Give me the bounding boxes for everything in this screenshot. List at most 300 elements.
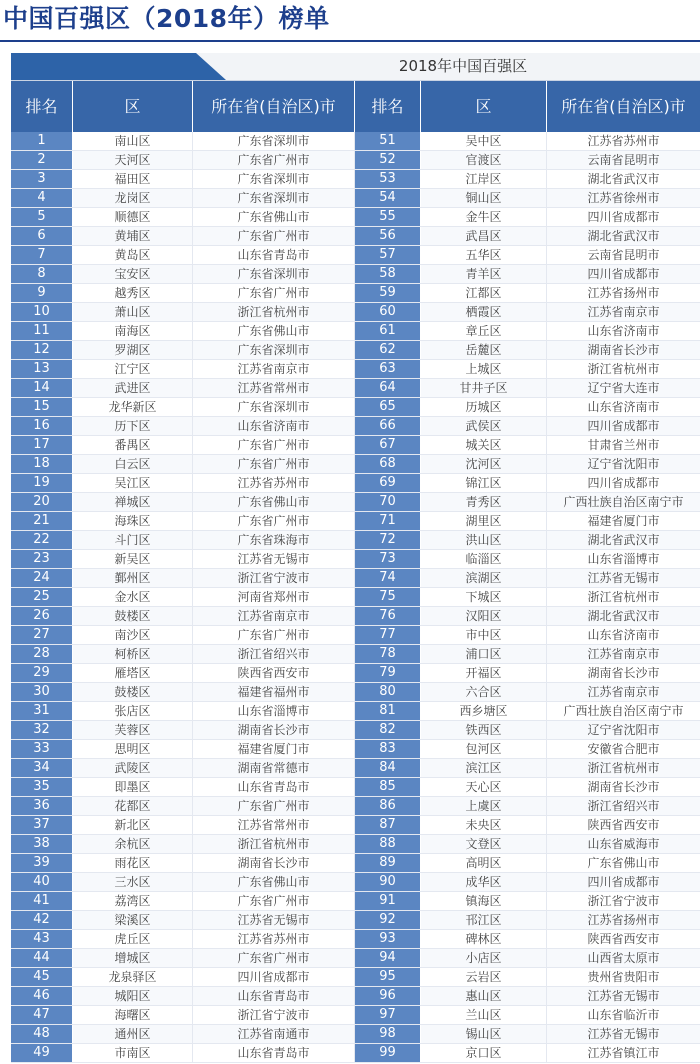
district-cell: 文登区 [421,835,547,853]
rank-cell: 48 [11,1025,73,1043]
district-cell: 宝安区 [73,265,193,283]
table-row [11,949,700,968]
table-row [11,1025,700,1044]
province-cell: 山东省济南市 [587,400,660,414]
district-cell: 六合区 [421,683,547,701]
rank-cell: 23 [11,550,73,568]
rank-cell: 1 [11,132,73,150]
district-cell: 上虞区 [421,797,547,815]
province-cell: 江苏省常州市 [193,816,355,834]
table-row [11,265,700,284]
table-caption: 2018年中国百强区 [398,57,528,75]
district-cell: 吴中区 [421,132,547,150]
district-cell: 铜山区 [421,189,547,207]
district-cell: 新吴区 [73,550,193,568]
province-cell: 广东省深圳市 [193,189,355,207]
table-row [11,246,700,265]
province-cell: 山东省青岛市 [193,246,355,264]
rank-cell: 4 [11,189,73,207]
province-cell: 江苏省徐州市 [547,189,700,207]
table-row [11,550,700,569]
province-cell: 福建省厦门市 [587,514,660,528]
district-cell: 雨花区 [73,854,193,872]
district-cell: 小店区 [421,949,547,967]
rank-cell: 17 [11,436,73,454]
district-cell: 天河区 [73,151,193,169]
province-cell: 四川省成都市 [547,265,700,283]
district-cell: 禅城区 [73,493,193,511]
rank-cell: 51 [355,132,421,150]
province-cell: 广东省佛山市 [193,322,355,340]
province-cell: 江苏省无锡市 [547,1025,700,1043]
rank-cell: 22 [11,531,73,549]
rank-cell: 44 [11,949,73,967]
district-cell: 镇海区 [421,892,547,910]
district-cell: 滨湖区 [421,569,547,587]
district-cell: 临淄区 [421,550,547,568]
district-cell: 洪山区 [421,531,547,549]
rank-cell: 25 [11,588,73,606]
province-cell: 山东省淄博市 [193,702,355,720]
district-cell: 三水区 [73,873,193,891]
province-cell: 广东省广州市 [193,949,355,967]
rank-cell: 10 [11,303,73,321]
province-cell: 江苏省无锡市 [193,911,355,929]
rank-cell: 34 [11,759,73,777]
rank-cell: 69 [355,474,421,492]
table-row [11,493,700,512]
province-cell: 四川省成都市 [547,873,700,891]
table-row [11,702,700,721]
province-cell: 山东省临沂市 [587,1008,660,1022]
province-cell: 四川省成都市 [587,476,660,490]
table-row [11,626,700,645]
page-title: 中国百强区（2018年）榜单 [3,4,330,33]
district-cell: 龙华新区 [73,398,193,416]
rank-cell: 84 [355,759,421,777]
rank-cell: 60 [355,303,421,321]
rank-cell: 63 [355,360,421,378]
province-cell: 浙江省杭州市 [587,590,660,604]
rank-cell: 8 [11,265,73,283]
table-row [11,664,700,683]
header-rank: 排名 [11,81,73,132]
province-cell: 江苏省南京市 [193,360,355,378]
province-cell: 江苏省扬州市 [587,286,660,300]
rank-cell: 15 [11,398,73,416]
district-cell: 成华区 [421,873,547,891]
table-row [11,987,700,1006]
rank-cell: 28 [11,645,73,663]
rank-cell: 21 [11,512,73,530]
rank-cell: 62 [355,341,421,359]
province-cell: 浙江省杭州市 [547,759,700,777]
province-cell: 江苏省常州市 [193,379,355,397]
district-cell: 兰山区 [421,1006,547,1024]
rank-cell: 64 [355,379,421,397]
province-cell: 湖南省长沙市 [587,666,660,680]
district-cell: 荔湾区 [73,892,193,910]
rank-cell: 9 [11,284,73,302]
rank-cell: 55 [355,208,421,226]
province-cell: 湖北省武汉市 [547,227,700,245]
rank-cell: 90 [355,873,421,891]
table-row [11,436,700,455]
district-cell: 鼓楼区 [73,683,193,701]
rank-cell: 97 [355,1006,421,1024]
header-district: 区 [73,81,193,132]
province-cell: 浙江省杭州市 [193,835,355,853]
rank-cell: 82 [355,721,421,739]
district-cell: 福田区 [73,170,193,188]
district-cell: 上城区 [421,360,547,378]
table-row [11,379,700,398]
district-cell: 南山区 [73,132,193,150]
rank-cell: 35 [11,778,73,796]
district-cell: 江宁区 [73,360,193,378]
rank-cell: 76 [355,607,421,625]
province-cell: 四川省成都市 [587,210,660,224]
district-cell: 即墨区 [73,778,193,796]
table-row [11,474,700,493]
rank-cell: 14 [11,379,73,397]
province-cell: 甘肃省兰州市 [587,438,660,452]
district-cell: 思明区 [73,740,193,758]
district-cell: 栖霞区 [421,303,547,321]
table-row [11,683,700,702]
district-cell: 市中区 [421,626,547,644]
header-province: 所在省(自治区)市 [193,81,355,132]
rank-cell: 61 [355,322,421,340]
table-row [11,189,700,208]
table-row [11,360,700,379]
district-cell: 金水区 [73,588,193,606]
table-row [11,816,700,835]
rank-cell: 92 [355,911,421,929]
province-cell: 浙江省宁波市 [193,1006,355,1024]
rank-cell: 33 [11,740,73,758]
province-cell: 广东省珠海市 [193,531,355,549]
rank-cell: 29 [11,664,73,682]
rank-cell: 31 [11,702,73,720]
district-cell: 斗门区 [73,531,193,549]
province-cell: 山东省青岛市 [193,1044,355,1062]
district-cell: 花都区 [73,797,193,815]
district-cell: 南海区 [73,322,193,340]
rank-cell: 19 [11,474,73,492]
province-cell: 浙江省杭州市 [587,362,660,376]
rank-cell: 37 [11,816,73,834]
province-cell: 江苏省苏州市 [587,134,660,148]
province-cell: 山东省青岛市 [193,778,355,796]
rank-cell: 75 [355,588,421,606]
province-cell: 江苏省南京市 [547,683,700,701]
table-row [11,417,700,436]
table-row [11,512,700,531]
table-row [11,645,700,664]
rank-cell: 24 [11,569,73,587]
district-cell: 芙蓉区 [73,721,193,739]
rank-cell: 98 [355,1025,421,1043]
table-row [11,797,700,816]
rank-cell: 20 [11,493,73,511]
province-cell: 湖北省武汉市 [547,531,700,549]
rank-cell: 95 [355,968,421,986]
table-row [11,284,700,303]
district-cell: 市南区 [73,1044,193,1062]
rank-cell: 96 [355,987,421,1005]
rank-cell: 3 [11,170,73,188]
district-cell: 龙岗区 [73,189,193,207]
district-cell: 萧山区 [73,303,193,321]
province-cell: 山东省济南市 [587,628,660,642]
province-cell: 广东省广州市 [193,512,355,530]
district-cell: 江岸区 [421,170,547,188]
rank-cell: 18 [11,455,73,473]
table-row [11,227,700,246]
province-cell: 江苏省苏州市 [193,474,355,492]
rank-cell: 85 [355,778,421,796]
table-row [11,740,700,759]
rank-cell: 46 [11,987,73,1005]
district-cell: 邗江区 [421,911,547,929]
province-cell: 广西壮族自治区南宁市 [563,704,684,718]
rank-cell: 99 [355,1044,421,1062]
province-cell: 浙江省杭州市 [193,303,355,321]
rank-cell: 71 [355,512,421,530]
province-cell: 江苏省无锡市 [547,987,700,1005]
rank-cell: 67 [355,436,421,454]
district-cell: 青羊区 [421,265,547,283]
table-row [11,398,700,417]
district-cell: 开福区 [421,664,547,682]
district-cell: 岳麓区 [421,341,547,359]
province-cell: 湖南省常德市 [193,759,355,777]
district-cell: 张店区 [73,702,193,720]
province-cell: 广东省广州市 [193,227,355,245]
province-cell: 陕西省西安市 [587,818,660,832]
province-cell: 湖南省长沙市 [587,780,660,794]
table-row [11,721,700,740]
province-cell: 湖南省长沙市 [547,341,700,359]
district-cell: 铁西区 [421,721,547,739]
rank-cell: 38 [11,835,73,853]
province-cell: 山东省青岛市 [193,987,355,1005]
table-row [11,1006,700,1025]
district-cell: 碑林区 [421,930,547,948]
province-cell: 四川省成都市 [193,968,355,986]
province-cell: 山东省威海市 [547,835,700,853]
district-cell: 天心区 [421,778,547,796]
table-row [11,303,700,322]
district-cell: 官渡区 [421,151,547,169]
title-divider [0,40,700,42]
district-cell: 五华区 [421,246,547,264]
table-row [11,208,700,227]
header-district-second: 区 [421,81,547,132]
rank-cell: 86 [355,797,421,815]
district-cell: 鄞州区 [73,569,193,587]
rank-cell: 12 [11,341,73,359]
district-cell: 海珠区 [73,512,193,530]
rank-cell: 77 [355,626,421,644]
rank-cell: 93 [355,930,421,948]
district-cell: 武昌区 [421,227,547,245]
district-cell: 南沙区 [73,626,193,644]
district-cell: 甘井子区 [421,379,547,397]
province-cell: 云南省昆明市 [547,151,700,169]
table-body [11,132,700,1063]
province-cell: 贵州省贵阳市 [587,970,660,984]
district-cell: 虎丘区 [73,930,193,948]
province-cell: 云南省昆明市 [587,248,660,262]
province-cell: 广东省广州市 [193,626,355,644]
district-cell: 金牛区 [421,208,547,226]
rank-cell: 45 [11,968,73,986]
district-cell: 武陵区 [73,759,193,777]
district-cell: 鼓楼区 [73,607,193,625]
rank-cell: 5 [11,208,73,226]
district-cell: 城关区 [421,436,547,454]
district-cell: 未央区 [421,816,547,834]
province-cell: 山东省济南市 [587,324,660,338]
district-cell: 越秀区 [73,284,193,302]
province-cell: 江苏省镇江市 [587,1046,660,1060]
district-cell: 章丘区 [421,322,547,340]
province-cell: 辽宁省沈阳市 [547,721,700,739]
rank-cell: 68 [355,455,421,473]
district-cell: 龙泉驿区 [73,968,193,986]
rank-cell: 13 [11,360,73,378]
district-cell: 下城区 [421,588,547,606]
district-cell: 锦江区 [421,474,547,492]
province-cell: 湖北省武汉市 [547,607,700,625]
district-cell: 海曙区 [73,1006,193,1024]
district-cell: 历下区 [73,417,193,435]
rank-cell: 30 [11,683,73,701]
rank-cell: 6 [11,227,73,245]
province-cell: 山西省太原市 [547,949,700,967]
district-cell: 滨江区 [421,759,547,777]
province-cell: 辽宁省沈阳市 [547,455,700,473]
province-cell: 河南省郑州市 [193,588,355,606]
rank-cell: 58 [355,265,421,283]
table-row [11,455,700,474]
table-row [11,132,700,151]
rank-cell: 47 [11,1006,73,1024]
table-row [11,873,700,892]
rank-cell: 59 [355,284,421,302]
province-cell: 福建省福州市 [193,683,355,701]
rank-cell: 16 [11,417,73,435]
district-cell: 京口区 [421,1044,547,1062]
header-rank-second: 排名 [355,81,421,132]
province-cell: 广东省佛山市 [193,873,355,891]
province-cell: 辽宁省大连市 [547,379,700,397]
district-cell: 惠山区 [421,987,547,1005]
rank-cell: 41 [11,892,73,910]
table-row [11,778,700,797]
rank-cell: 39 [11,854,73,872]
rank-cell: 89 [355,854,421,872]
province-cell: 陕西省西安市 [193,664,355,682]
rank-cell: 79 [355,664,421,682]
province-cell: 江苏省无锡市 [193,550,355,568]
province-cell: 广东省广州市 [193,436,355,454]
table-row [11,170,700,189]
rank-cell: 65 [355,398,421,416]
district-cell: 顺德区 [73,208,193,226]
rank-cell: 49 [11,1044,73,1062]
rank-cell: 57 [355,246,421,264]
rank-cell: 2 [11,151,73,169]
district-cell: 锡山区 [421,1025,547,1043]
province-cell: 广东省深圳市 [193,132,355,150]
rank-cell: 78 [355,645,421,663]
district-cell: 湖里区 [421,512,547,530]
district-cell: 通州区 [73,1025,193,1043]
district-cell: 柯桥区 [73,645,193,663]
rank-cell: 32 [11,721,73,739]
district-cell: 浦口区 [421,645,547,663]
province-cell: 广西壮族自治区南宁市 [547,493,700,511]
rank-cell: 52 [355,151,421,169]
district-cell: 沈河区 [421,455,547,473]
table-row [11,322,700,341]
district-cell: 吴江区 [73,474,193,492]
district-cell: 黄埔区 [73,227,193,245]
table-row [11,930,700,949]
district-cell: 青秀区 [421,493,547,511]
district-cell: 西乡塘区 [421,702,547,720]
province-cell: 山东省济南市 [193,417,355,435]
province-cell: 广东省深圳市 [193,170,355,188]
district-cell: 雁塔区 [73,664,193,682]
rank-cell: 70 [355,493,421,511]
district-cell: 武进区 [73,379,193,397]
district-cell: 城阳区 [73,987,193,1005]
province-cell: 安徽省合肥市 [587,742,660,756]
rank-cell: 66 [355,417,421,435]
rank-cell: 72 [355,531,421,549]
table-row [11,968,700,987]
province-cell: 广东省广州市 [193,151,355,169]
rank-cell: 36 [11,797,73,815]
table-row [11,892,700,911]
rank-cell: 83 [355,740,421,758]
province-cell: 四川省成都市 [547,417,700,435]
province-cell: 江苏省南京市 [547,303,700,321]
district-cell: 新北区 [73,816,193,834]
district-cell: 汉阳区 [421,607,547,625]
province-cell: 江苏省无锡市 [547,569,700,587]
province-cell: 广东省深圳市 [193,265,355,283]
rank-cell: 53 [355,170,421,188]
rank-cell: 7 [11,246,73,264]
rank-cell: 56 [355,227,421,245]
district-cell: 黄岛区 [73,246,193,264]
table-row [11,911,700,930]
district-cell: 历城区 [421,398,547,416]
district-cell: 江都区 [421,284,547,302]
table-row [11,759,700,778]
province-cell: 广东省广州市 [193,892,355,910]
caption-tab-decoration [11,53,226,80]
district-cell: 高明区 [421,854,547,872]
table-row [11,588,700,607]
table-row [11,854,700,873]
province-cell: 浙江省绍兴市 [547,797,700,815]
